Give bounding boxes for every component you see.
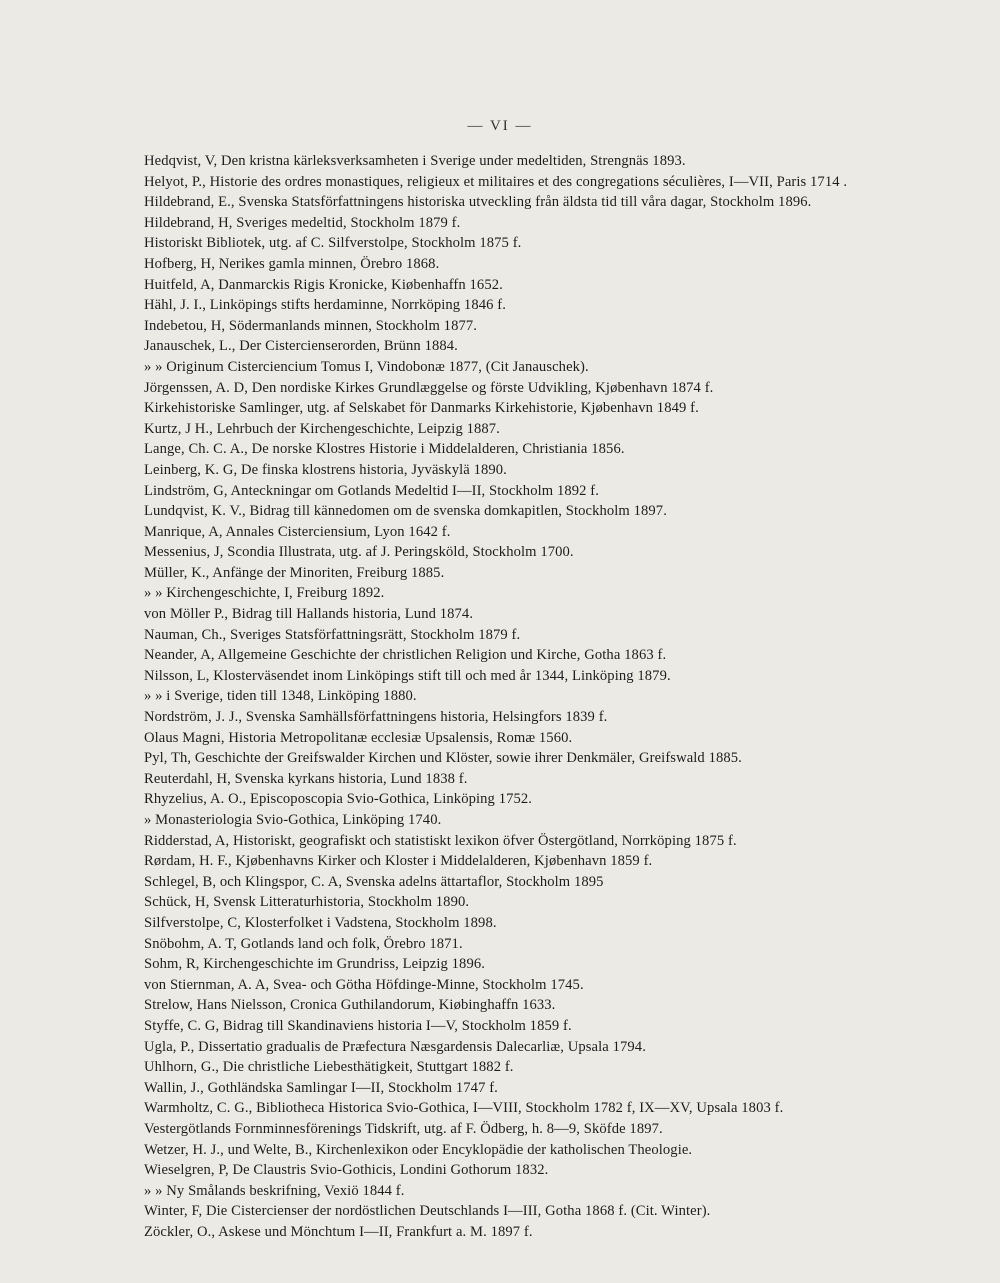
- bibliography-entry: Hedqvist, V, Den kristna kärleksverksamheten i Sverige under medeltiden, Strengnäs 1893.: [144, 153, 686, 169]
- bibliography-entry: Vestergötlands Fornminnesförenings Tidskrift, utg. af F. Ödberg, h. 8—9, Sköfde 1897.: [144, 1120, 663, 1137]
- bibliography-entry: Lindström, G, Anteckningar om Gotlands Medeltid I—II, Stockholm 1892 f.: [144, 482, 599, 499]
- bibliography-entry: Zöckler, O., Askese und Mönchtum I—II, Frankfurt a. M. 1897 f.: [144, 1223, 533, 1240]
- bibliography-entry: Hähl, J. I., Linköpings stifts herdaminne, Norrköping 1846 f.: [144, 297, 506, 314]
- bibliography-entry: Hildebrand, E., Svenska Statsförfattningens historiska utveckling från äldsta tid till våra dagar, Stockholm 1896.: [144, 194, 812, 211]
- bibliography-entry: Reuterdahl, H, Svenska kyrkans historia, Lund 1838 f.: [144, 770, 468, 787]
- bibliography-entry: Schlegel, B, och Klingspor, C. A, Svenska adelns ättartaflor, Stockholm 1895: [144, 873, 604, 890]
- bibliography-entry: Ridderstad, A, Historiskt, geografiskt och statistiskt lexikon öfver Östergötland, Norrköping 1875 f.: [144, 832, 737, 849]
- bibliography-entry: » » Kirchengeschichte, I, Freiburg 1892.: [144, 585, 385, 602]
- bibliography-entry: Neander, A, Allgemeine Geschichte der christlichen Religion und Kirche, Gotha 1863 f.: [144, 647, 667, 664]
- bibliography-entry: Styffe, C. G, Bidrag till Skandinaviens historia I—V, Stockholm 1859 f.: [144, 1017, 572, 1034]
- bibliography-entry: Indebetou, H, Södermanlands minnen, Stockholm 1877.: [144, 317, 478, 334]
- bibliography-entry: Uhlhorn, G., Die christliche Liebesthätigkeit, Stuttgart 1882 f.: [144, 1059, 514, 1076]
- bibliography-entry: » » Ny Smålands beskrifning, Vexiö 1844 f.: [144, 1182, 405, 1199]
- bibliography-entry: Hofberg, H, Nerikes gamla minnen, Örebro 1868.: [144, 255, 440, 272]
- bibliography-entry: Silfverstolpe, C, Klosterfolket i Vadstena, Stockholm 1898.: [144, 914, 497, 931]
- bibliography-entry: Nilsson, L, Klosterväsendet inom Linköpings stift till och med år 1344, Linköping 1879.: [144, 667, 671, 684]
- bibliography-entry: Sohm, R, Kirchengeschichte im Grundriss, Leipzig 1896.: [144, 956, 485, 973]
- bibliography-entry: Pyl, Th, Geschichte der Greifswalder Kirchen und Klöster, sowie ihrer Denkmäler, Greifswald 1885.: [144, 750, 742, 767]
- bibliography-entry: Winter, F, Die Cistercienser der nordöstlichen Deutschlands I—III, Gotha 1868 f. (Cit. Winter).: [144, 1203, 711, 1220]
- bibliography-entry: » » Originum Cisterciencium Tomus I, Vindobonæ 1877, (Cit Janauschek).: [144, 358, 589, 375]
- bibliography-entry: Huitfeld, A, Danmarckis Rigis Kronicke, Kiøbenhaffn 1652.: [144, 276, 503, 293]
- bibliography-entry: Snöbohm, A. T, Gotlands land och folk, Örebro 1871.: [144, 935, 463, 952]
- bibliography-entry: Kurtz, J H., Lehrbuch der Kirchengeschichte, Leipzig 1887.: [144, 420, 500, 437]
- bibliography-list: [144, 151, 884, 1242]
- bibliography-entry: Janauschek, L., Der Cistercienserorden, Brünn 1884.: [144, 338, 458, 355]
- bibliography-entry: von Möller P., Bidrag till Hallands historia, Lund 1874.: [144, 606, 474, 623]
- bibliography-entry: Lange, Ch. C. A., De norske Klostres Historie i Middelalderen, Christiania 1856.: [144, 441, 625, 458]
- bibliography-entry: Rørdam, H. F., Kjøbenhavns Kirker och Kloster i Middelalderen, Kjøbenhavn 1859 f.: [144, 853, 653, 870]
- bibliography-entry: Kirkehistoriske Samlinger, utg. af Selskabet för Danmarks Kirkehistorie, Kjøbenhavn 1849 f.: [144, 400, 699, 417]
- bibliography-entry: Wallin, J., Gothländska Samlingar I—II, Stockholm 1747 f.: [144, 1079, 498, 1096]
- bibliography-entry: Lundqvist, K. V., Bidrag till kännedomen om de svenska domkapitlen, Stockholm 1897.: [144, 503, 667, 520]
- bibliography-entry: Schück, H, Svensk Litteraturhistoria, Stockholm 1890.: [144, 894, 470, 911]
- bibliography-entry: Nauman, Ch., Sveriges Statsförfattningsrätt, Stockholm 1879 f.: [144, 626, 521, 643]
- bibliography-entry: Messenius, J, Scondia Illustrata, utg. af J. Peringsköld, Stockholm 1700.: [144, 544, 574, 561]
- bibliography-entry: Jörgenssen, A. D, Den nordiske Kirkes Grundlæggelse og förste Udvikling, Kjøbenhavn 1874 f.: [144, 379, 714, 396]
- bibliography-entry: Warmholtz, C. G., Bibliotheca Historica Svio-Gothica, I—VIII, Stockholm 1782 f, IX—XV, Upsala 1803 f.: [144, 1100, 784, 1117]
- bibliography-entry: Olaus Magni, Historia Metropolitanæ ecclesiæ Upsalensis, Romæ 1560.: [144, 729, 573, 746]
- bibliography-entry: Wieselgren, P, De Claustris Svio-Gothicis, Londini Gothorum 1832.: [144, 1162, 549, 1179]
- bibliography-entry: Strelow, Hans Nielsson, Cronica Guthilandorum, Kiøbinghaffn 1633.: [144, 997, 556, 1014]
- bibliography-entry: Manrique, A, Annales Cisterciensium, Lyon 1642 f.: [144, 523, 451, 540]
- bibliography-entry: Leinberg, K. G, De finska klostrens historia, Jyväskylä 1890.: [144, 461, 507, 478]
- bibliography-entry: Nordström, J. J., Svenska Samhällsförfattningens historia, Helsingfors 1839 f.: [144, 709, 608, 726]
- bibliography-entry: Helyot, P., Historie des ordres monastiques, religieux et militaires et des congregations séculières, I—VII, Paris 1714 .: [144, 173, 848, 190]
- bibliography-entry: Hildebrand, H, Sveriges medeltid, Stockholm 1879 f.: [144, 214, 461, 231]
- bibliography-entry: Historiskt Bibliotek, utg. af C. Silfverstolpe, Stockholm 1875 f.: [144, 235, 522, 252]
- page-number: — VI —: [467, 118, 533, 134]
- bibliography-entry: Müller, K., Anfänge der Minoriten, Freiburg 1885.: [144, 564, 445, 581]
- bibliography-entry: von Stiernman, A. A, Svea- och Götha Höfdinge-Minne, Stockholm 1745.: [144, 976, 584, 993]
- bibliography-entry: Ugla, P., Dissertatio gradualis de Præfectura Næsgardensis Dalecarliæ, Upsala 1794.: [144, 1038, 646, 1055]
- bibliography-entry: Wetzer, H. J., und Welte, B., Kirchenlexikon oder Encyklopädie der katholischen Theologie.: [144, 1141, 693, 1158]
- bibliography-entry: » Monasteriologia Svio-Gothica, Linköping 1740.: [144, 812, 442, 828]
- bibliography-entry: » » i Sverige, tiden till 1348, Linköping 1880.: [144, 688, 417, 705]
- bibliography-entry: Rhyzelius, A. O., Episcoposcopia Svio-Gothica, Linköping 1752.: [144, 791, 533, 808]
